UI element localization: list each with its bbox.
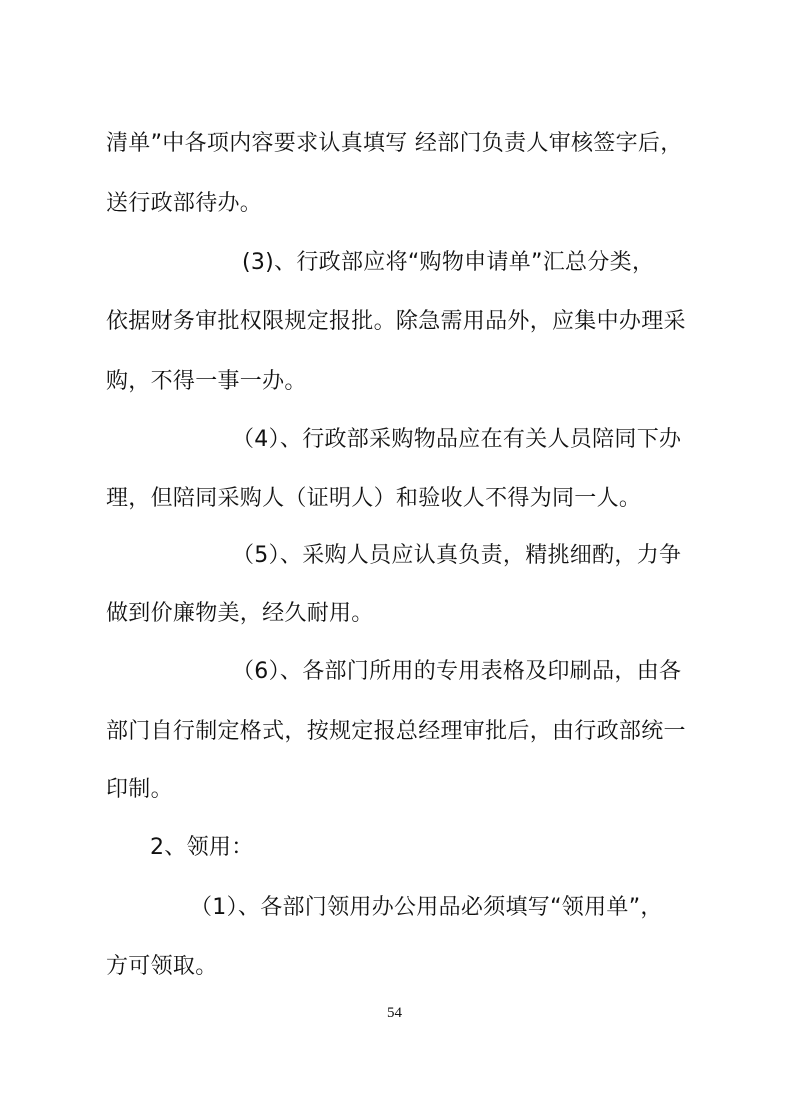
text-line-14: （1）、各部门领用办公用品必须填写“领用单”， <box>190 895 663 920</box>
text-line-11: 部门自行制定格式，按规定报总经理审批后，由行政部统一 <box>106 719 686 744</box>
text-line-9: 做到价廉物美，经久耐用。 <box>106 601 374 626</box>
text-line-10: （6）、各部门所用的专用表格及印刷品，由各 <box>232 659 682 684</box>
text-line-5: 购，不得一事一办。 <box>106 369 307 394</box>
section-heading: 2、领用： <box>150 835 254 860</box>
text-line-1: 清单”中各项内容要求认真填写 经部门负责人审核签字后， <box>106 131 683 156</box>
text-line-15: 方可领取。 <box>106 954 218 979</box>
text-line-3: (3)、行政部应将“购物申请单”汇总分类， <box>242 250 655 275</box>
text-line-4: 依据财务审批权限规定报批。除急需用品外，应集中办理采 <box>106 309 686 334</box>
text-line-6: （4）、行政部采购物品应在有关人员陪同下办 <box>232 427 682 452</box>
page-number: 54 <box>387 1005 402 1021</box>
text-line-2: 送行政部待办。 <box>106 191 263 216</box>
text-line-7: 理，但陪同采购人（证明人）和验收人不得为同一人。 <box>106 486 642 511</box>
text-line-8: （5）、采购人员应认真负责，精挑细酌，力争 <box>232 543 682 568</box>
text-line-12: 印制。 <box>106 777 173 802</box>
